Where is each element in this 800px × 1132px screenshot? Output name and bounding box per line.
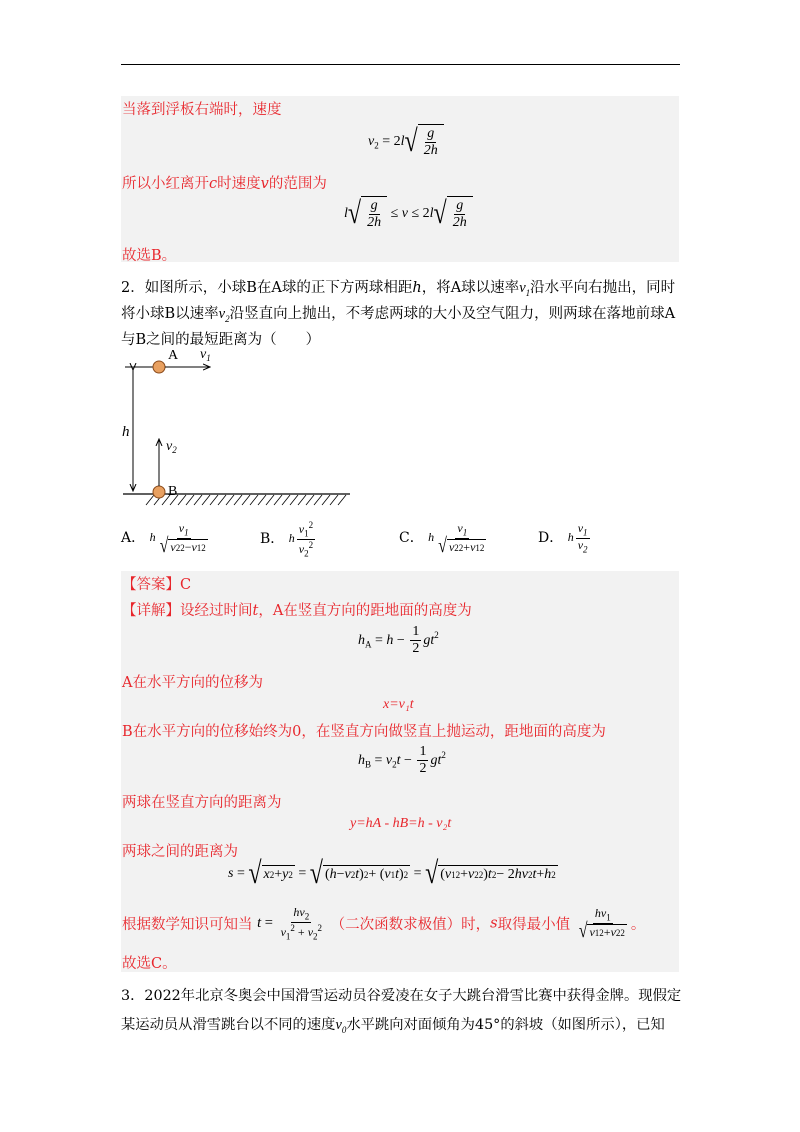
header-rule [121, 64, 680, 65]
solution-text-range: 所以小红离开c时速度v的范围为 [122, 176, 327, 192]
question-3-line-2: 某运动员从滑雪跳台以不同的速度$v_0$水平跳向对面倾角为45°的斜坡（如图所示），已知 [121, 1017, 665, 1035]
answer-detail-1: 【详解】设经过时间t，A在竖直方向的距地面的高度为 [122, 603, 472, 619]
option-a[interactable]: A． h $v_1$ √ v 2 2 − v 1 2 [121, 521, 206, 558]
equation-range: l √ $\frac{g}{2h}$ ≤ v ≤ 2l √ $\frac{g}{2h}$ [344, 196, 473, 231]
text: 当落到浮板右端时，速度 [122, 102, 282, 118]
label-a: A [168, 348, 179, 363]
answer-detail-4: 两球在竖直方向的距离为 [122, 795, 282, 811]
equation-hb: $h_B = v_2t$ − $\frac{1}{2}$ $gt^2$ [358, 744, 446, 777]
answer-label: 【答案】C [122, 577, 192, 593]
answer-final: 故选C。 [122, 956, 177, 972]
question-2-line-3: 与B之间的最短距离为（ ） [121, 332, 321, 348]
answer-detail-3: B在水平方向的位移始终为0，在竖直方向做竖直上抛运动，距地面的高度为 [122, 724, 606, 740]
question-3-line-1: 3．2022年北京冬奥会中国滑雪运动员谷爱凌在女子大跳台滑雪比赛中获得金牌。现假定 [121, 988, 682, 1004]
solution-text-choice: 故选B。 [122, 248, 177, 264]
label-b: B [168, 484, 178, 499]
equation-y: y=hA - hB=h - v₂t [350, 816, 452, 831]
equation-x: x=v₁t [383, 697, 414, 712]
label-h: h [122, 424, 130, 440]
option-c[interactable]: C． h $v_1$ √ v 2 2 + v 1 2 [399, 521, 485, 558]
answer-detail-5: 两球之间的距离为 [122, 844, 238, 860]
equation-ha: $h_A = h$ − $\frac{1}{2}$ $gt^2$ [358, 624, 439, 657]
question-2-line-1: 2．如图所示，小球B在A球的正下方两球相距h，将A球以速率$v_1$沿水平向右抛出，同时 [121, 280, 676, 298]
label-v2: $v_2$ [166, 439, 177, 455]
question-2-line-2: 将小球B以速率$v_2$沿竖直向上抛出，不考虑两球的大小及空气阻力，则两球在落地前球A [121, 306, 676, 324]
solution-text-speed [122, 98, 282, 119]
ball-a [153, 361, 165, 373]
equation-s: s = √ x 2 + y 2 = √ ( h − v 2 t ) 2 + ( v 1 t ) 2 = √ ( v 1 2 + v 2 2 ) t 2 − 2 hv 2 t + h 2 [228, 857, 556, 891]
answer-detail-2: A在水平方向的位移为 [122, 675, 263, 691]
ball-b [153, 486, 165, 498]
option-d[interactable]: D． h $\frac{v_1}{v_2}$ [538, 521, 588, 555]
option-b[interactable]: B． h $\frac{v_1^2}{v_2^2}$ [260, 520, 314, 559]
answer-conclusion: 根据数学知识可知当 t = $\frac{hv_2}{v_1^2 + v_2^2}$ （二次函数求极值）时，s取得最小值 $hv_1$ √ v 1 2 + v 2 2 。 [122, 905, 646, 943]
projectile-diagram [118, 342, 358, 514]
label-v1: $v_1$ [200, 347, 211, 363]
equation-v2: $v_2 = 2l$ √ $\frac{g}{2h}$ [368, 124, 444, 159]
